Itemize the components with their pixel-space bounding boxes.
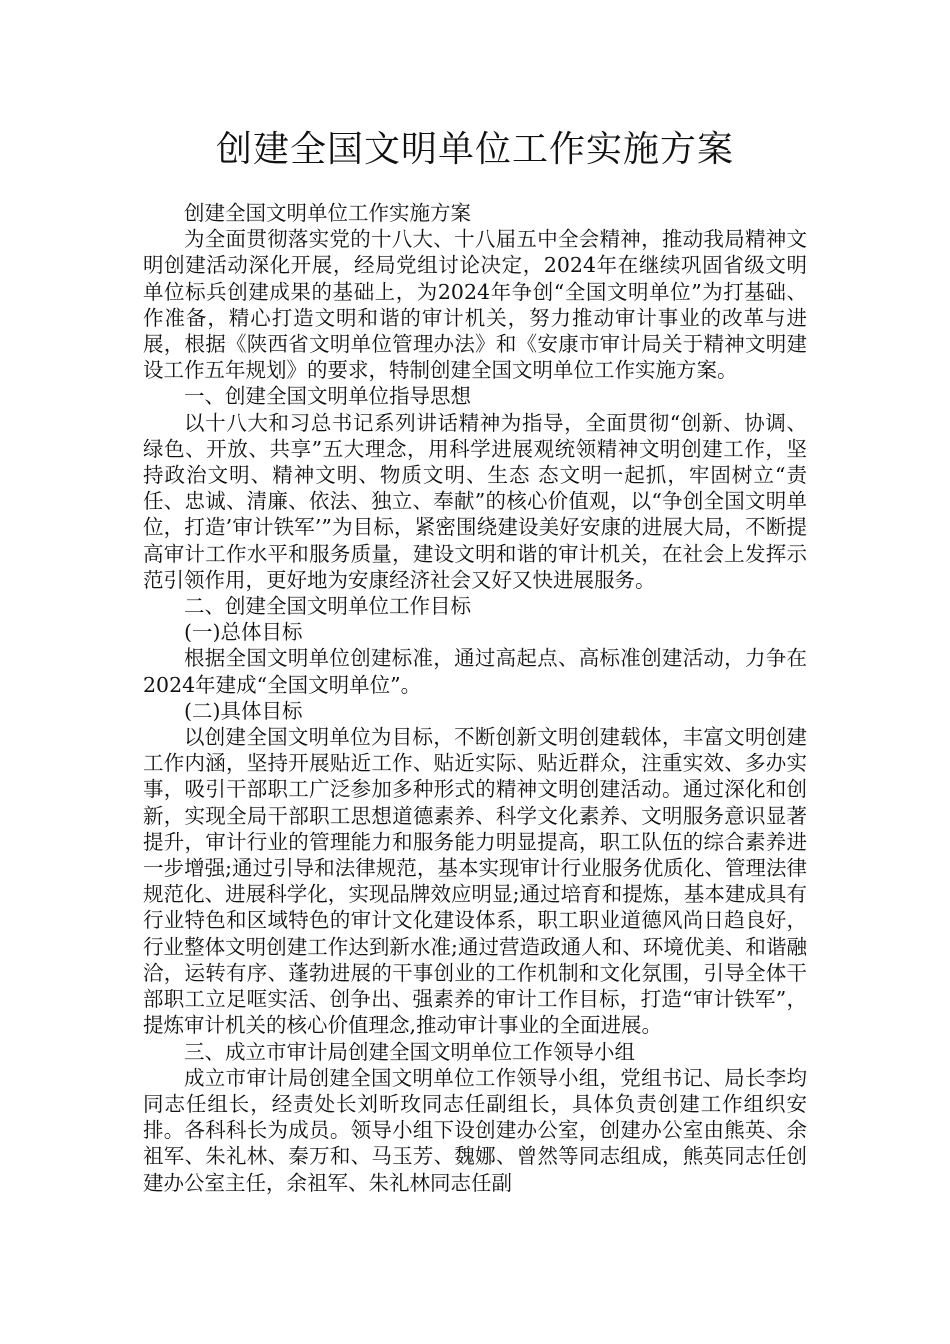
overall-goal-paragraph: 根据全国文明单位创建标准，通过高起点、高标准创建活动，力争在2024年建成“全国文明单位”。: [143, 646, 807, 697]
document-body: [143, 200, 807, 1196]
section-1-paragraph: 以十八大和习总书记系列讲话精神为指导，全面贯彻“创新、协调、绿色、开放、共享”五大理念，用科学进展观统领精神文明创建工作，坚持政治文明、精神文明、物质文明、生态 态文明一起抓，牢固树立“责任、忠诚、清廉、依法、独立、奉献”的核心价值观，以“争创全国文明单位，打造’审计铁军’”为目标，紧密围绕建设美好安康的进展大局，不断提高审计工作水平和服务质量，建设文明和谐的审计机关，在社会上发挥示范引领作用，更好地为安康经济社会又好又快进展服务。: [143, 410, 807, 592]
subsection-heading-overall: (一)总体目标: [184, 620, 303, 645]
section-heading-1: 一、创建全国文明单位指导思想: [184, 384, 471, 409]
section-heading-2: 二、创建全国文明单位工作目标: [184, 594, 471, 619]
document-title: 创建全国文明单位工作实施方案: [215, 129, 734, 170]
section-heading-3: 三、成立市审计局创建全国文明单位工作领导小组: [184, 1039, 635, 1064]
subtitle-paragraph: 创建全国文明单位工作实施方案: [184, 201, 471, 225]
subsection-heading-specific: (二)具体目标: [184, 698, 303, 723]
specific-goal-paragraph: 以创建全国文明单位为目标，不断创新文明创建载体，丰富文明创建工作内涵，坚持开展贴近工作、贴近实际、贴近群众，注重实效、多办实事，吸引干部职工广泛参加多种形式的精神文明创建活动。通过深化和创新，实现全局干部职工思想道德素养、科学文化素养、文明服务意识显著提升，审计行业的管理能力和服务能力明显提高，职工队伍的综合素养进一步增强;通过引导和法律规范，基本实现审计行业服务优质化、管理法律规范化、进展科学化，实现品牌效应明显;通过培育和提炼，基本建成具有行业特色和区域特色的审计文化建设体系，职工职业道德风尚日趋良好，行业整体文明创建工作达到新水准;通过营造政通人和、环境优美、和谐融洽，运转有序、蓬勃进展的干事创业的工作机制和文化氛围，引导全体干部职工立足哐实活、创争出、强素养的审计工作目标，打造“审计铁军”，提炼审计机关的核心价值理念,推动审计事业的全面进展。: [143, 725, 807, 1038]
section-3-paragraph: 成立市审计局创建全国文明单位工作领导小组，党组书记、局长李均同志任组长，经责处长刘昕玫同志任副组长，具体负责创建工作组织安排。各科科长为成员。领导小组下设创建办公室，创建办公室由熊英、余祖军、朱礼林、秦万和、马玉芳、魏娜、曾然等同志组成，熊英同志任创建办公室主任，余祖军、朱礼林同志任副: [143, 1065, 807, 1195]
intro-paragraph: 为全面贯彻落实党的十八大、十八届五中全会精神，推动我局精神文明创建活动深化开展，经局党组讨论决定，2024年在继续巩固省级文明单位标兵创建成果的基础上，为2024年争创“全国文明单位”为打基础、作准备，精心打造文明和谐的审计机关，努力推动审计事业的改革与进展，根据《陕西省文明单位管理办法》和《安康市审计局关于精神文明建设工作五年规划》的要求，特制创建全国文明单位工作实施方案。: [143, 227, 807, 383]
